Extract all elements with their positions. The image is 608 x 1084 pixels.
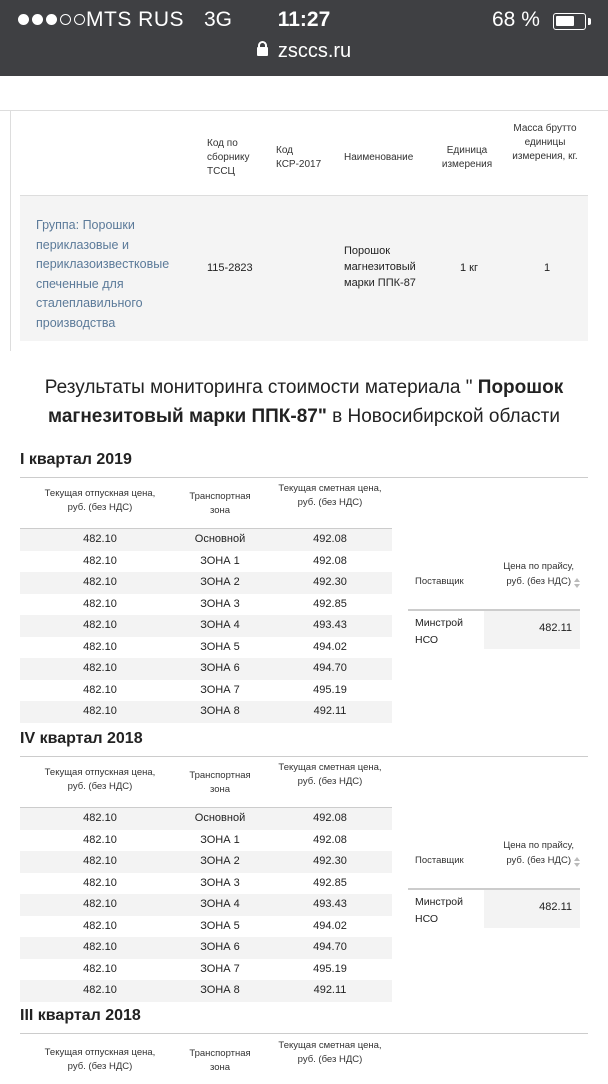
table-row	[20, 551, 392, 573]
release-price: 482.10	[83, 919, 117, 932]
zone: Основной	[194, 533, 246, 545]
estimate-price: 494.02	[313, 919, 347, 932]
estimate-price: 492.08	[313, 533, 347, 545]
header-unit: Единица измерения	[441, 145, 493, 170]
supplier-price-cell	[484, 611, 580, 649]
header-zone: Транспортная зона	[189, 1048, 251, 1073]
header-mass: Масса брутто единицы измерения, кг.	[512, 123, 578, 162]
header-estimate-price: Текущая сметная цена, руб. (без НДС)	[278, 1040, 382, 1065]
zone: ЗОНА 8	[200, 984, 240, 996]
quarter-table-header	[20, 757, 392, 808]
estimate-price: 492.08	[313, 812, 347, 824]
table-row	[20, 916, 392, 938]
zone: ЗОНА 4	[200, 619, 240, 631]
battery-tip	[588, 18, 591, 25]
header-list-price[interactable]	[494, 838, 574, 868]
quarter-table-header	[20, 478, 392, 529]
lock-icon	[257, 47, 268, 56]
table-row	[20, 658, 392, 680]
release-price: 482.10	[83, 855, 117, 867]
table-row	[20, 873, 392, 895]
estimate-price: 492.08	[313, 554, 347, 567]
quarter-table	[20, 1033, 588, 1082]
zone: Основной	[194, 812, 246, 824]
estimate-price: 494.70	[313, 662, 347, 674]
header-estimate-price: Текущая сметная цена, руб. (без НДС)	[278, 762, 382, 787]
header-zone: Транспортная зона	[189, 770, 251, 795]
release-price: 482.10	[83, 554, 117, 567]
quarter-title: I квартал 2019	[20, 451, 132, 468]
estimate-price: 495.19	[313, 683, 347, 696]
header-release-price: Текущая отпускная цена, руб. (без НДС)	[44, 488, 156, 513]
estimate-price: 492.85	[313, 597, 347, 610]
address-bar[interactable]	[0, 40, 608, 63]
release-price: 482.10	[83, 833, 117, 846]
estimate-price: 495.19	[313, 962, 347, 975]
table-row	[20, 701, 392, 723]
quarter-title: III квартал 2018	[20, 1007, 141, 1024]
header-list-price[interactable]	[494, 559, 574, 589]
zone: ЗОНА 4	[200, 898, 240, 910]
table-row	[20, 594, 392, 616]
release-price: 482.10	[83, 533, 117, 545]
zone: ЗОНА 8	[200, 705, 240, 717]
zone: ЗОНА 2	[200, 576, 240, 588]
battery-percent: 68 %	[492, 8, 540, 31]
table-row	[20, 937, 392, 959]
estimate-price: 492.08	[313, 833, 347, 846]
release-price: 482.10	[83, 683, 117, 696]
table-row	[20, 808, 392, 830]
header-name: Наименование	[344, 152, 414, 163]
header-supplier[interactable]: Поставщик	[415, 576, 464, 587]
estimate-price: 492.85	[313, 876, 347, 889]
zone: ЗОНА 5	[200, 640, 240, 653]
release-price: 482.10	[83, 597, 117, 610]
release-price: 482.10	[83, 984, 117, 996]
release-price: 482.10	[83, 662, 117, 674]
group-link[interactable]: Группа: Порошки периклазовые и периклазоизвестковые спеченные для сталеплавильного производства	[36, 218, 170, 330]
status-bar	[0, 0, 608, 76]
estimate-price: 493.43	[313, 898, 347, 910]
title-material: Порошок магнезитовый марки ППК-87"	[48, 377, 564, 427]
url-text[interactable]: zsccs.ru	[277, 40, 352, 62]
zone: ЗОНА 1	[200, 554, 240, 567]
table-row	[20, 980, 392, 1002]
release-price: 482.10	[83, 705, 117, 717]
info-table-header	[0, 119, 608, 205]
estimate-price: 494.70	[313, 941, 347, 953]
zone: ЗОНА 1	[200, 833, 240, 846]
estimate-price: 493.43	[313, 619, 347, 631]
release-price: 482.10	[83, 640, 117, 653]
table-row	[20, 959, 392, 981]
table-row	[20, 637, 392, 659]
supplier-table-header	[408, 557, 580, 611]
header-release-price: Текущая отпускная цена, руб. (без НДС)	[44, 767, 156, 792]
header-list-price-label: Цена по прайсу, руб. (без НДС)	[503, 561, 574, 587]
header-supplier[interactable]: Поставщик	[415, 855, 464, 866]
page-content	[0, 110, 608, 1081]
table-row	[20, 830, 392, 852]
supplier-price-cell	[484, 890, 580, 928]
header-code-tssc: Код по сборнику ТССЦ	[207, 138, 250, 177]
release-price: 482.10	[83, 962, 117, 975]
quarter-table	[20, 756, 588, 1007]
cell-mass: 1	[543, 262, 551, 274]
supplier-price: 482.11	[539, 622, 572, 634]
table-row	[20, 894, 392, 916]
release-price: 482.10	[83, 619, 117, 631]
clock: 11:27	[277, 8, 331, 31]
info-table-row	[20, 196, 588, 341]
supplier-name: Минстрой НСО	[415, 896, 464, 925]
header-estimate-price: Текущая сметная цена, руб. (без НДС)	[278, 483, 382, 508]
estimate-price: 492.30	[313, 576, 347, 588]
battery-level	[556, 16, 574, 26]
cell-code-tssc: 115-2823	[207, 262, 253, 274]
release-price: 482.10	[83, 576, 117, 588]
supplier-price: 482.11	[539, 901, 572, 913]
zone: ЗОНА 3	[200, 876, 240, 889]
title-prefix: Результаты мониторинга стоимости материала "	[44, 377, 478, 398]
header-code-ksr: Код КСР-2017	[276, 145, 322, 170]
quarter-rows	[20, 529, 392, 723]
quarter-rows	[20, 808, 392, 1002]
zone: ЗОНА 3	[200, 597, 240, 610]
estimate-price: 492.11	[313, 984, 347, 996]
estimate-price: 494.02	[313, 640, 347, 653]
quarter-table	[20, 477, 588, 728]
table-row	[20, 572, 392, 594]
page-title	[14, 373, 594, 431]
carrier-name: MTS RUS	[86, 8, 184, 31]
estimate-price: 492.11	[313, 705, 347, 717]
table-row	[20, 529, 392, 551]
cell-unit: 1 кг	[460, 262, 478, 274]
header-zone: Транспортная зона	[189, 491, 251, 516]
zone: ЗОНА 5	[200, 919, 240, 932]
supplier-name: Минстрой НСО	[415, 617, 464, 646]
cell-name: Порошок магнезитовый марки ППК-87	[344, 245, 416, 289]
release-price: 482.10	[83, 941, 117, 953]
title-suffix: в Новосибирской области	[326, 406, 560, 427]
network-type: 3G	[204, 8, 233, 31]
estimate-price: 492.30	[313, 855, 347, 867]
quarter-table-header	[20, 1034, 392, 1084]
supplier-table-header	[408, 836, 580, 890]
header-list-price-label: Цена по прайсу, руб. (без НДС)	[503, 840, 574, 866]
quarter-title: IV квартал 2018	[20, 730, 143, 747]
release-price: 482.10	[83, 898, 117, 910]
zone: ЗОНА 6	[200, 941, 240, 953]
release-price: 482.10	[83, 876, 117, 889]
zone: ЗОНА 2	[200, 855, 240, 867]
table-row	[20, 680, 392, 702]
zone: ЗОНА 6	[200, 662, 240, 674]
zone: ЗОНА 7	[200, 962, 240, 975]
table-row	[20, 615, 392, 637]
zone: ЗОНА 7	[200, 683, 240, 696]
supplier-row	[408, 611, 580, 649]
supplier-row	[408, 890, 580, 928]
table-row	[20, 851, 392, 873]
release-price: 482.10	[83, 812, 117, 824]
battery-icon	[553, 13, 586, 30]
header-release-price: Текущая отпускная цена, руб. (без НДС)	[44, 1047, 156, 1072]
